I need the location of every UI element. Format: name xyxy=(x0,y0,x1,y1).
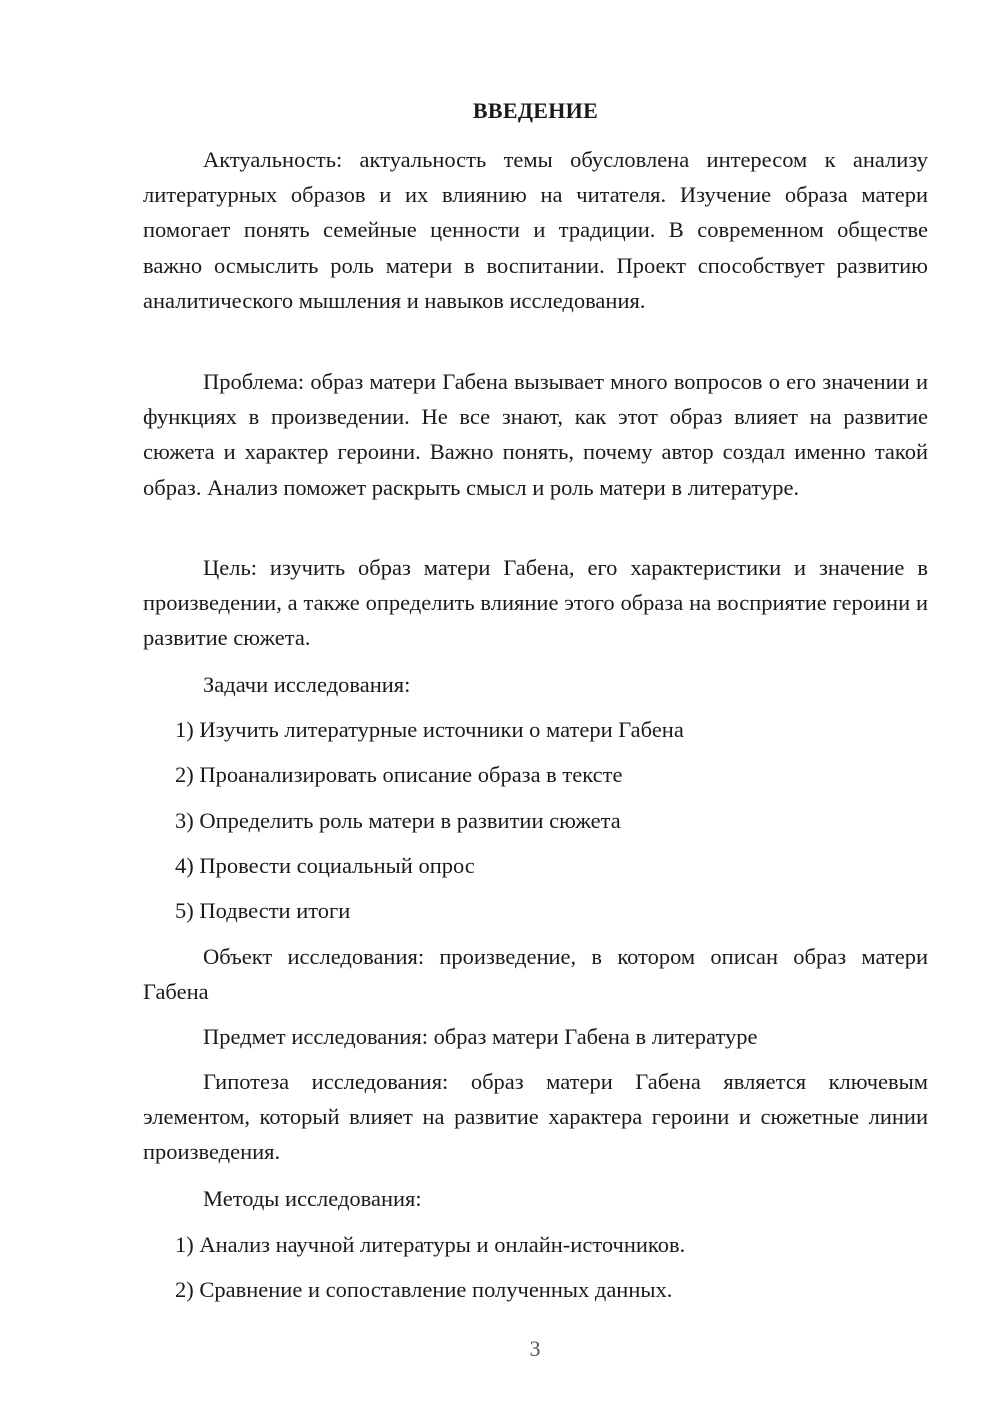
method-item: 1) Анализ научной литературы и онлайн-источников. xyxy=(175,1232,686,1257)
task-item: 4) Провести социальный опрос xyxy=(175,853,475,878)
method-item: 2) Сравнение и сопоставление полученных данных. xyxy=(175,1277,673,1302)
problem-paragraph: Проблема: образ матери Габена вызывает много вопросов о его значении и функциях в произведении. Не все знают, как этот образ влияет на развитие сюжета и характер героини. Важно понять, почему автор создал именно такой образ. Анализ поможет раскрыть смысл и роль матери в литературе. xyxy=(143,369,928,500)
goal-paragraph: Цель: изучить образ матери Габена, его характеристики и значение в произведении, а также определить влияние этого образа на восприятие героини и развитие сюжета. xyxy=(143,555,928,651)
methods-heading: Методы исследования: xyxy=(203,1186,422,1211)
tasks-heading: Задачи исследования: xyxy=(203,672,411,697)
task-item: 3) Определить роль матери в развитии сюжета xyxy=(175,808,621,833)
subject-paragraph: Предмет исследования: образ матери Габена в литературе xyxy=(203,1024,758,1049)
task-item: 2) Проанализировать описание образа в тексте xyxy=(175,762,623,787)
object-paragraph: Объект исследования: произведение, в котором описан образ матери Габена xyxy=(143,944,928,1005)
task-item: 5) Подвести итоги xyxy=(175,898,351,923)
task-item: 1) Изучить литературные источники о матери Габена xyxy=(175,717,684,742)
hypothesis-paragraph: Гипотеза исследования: образ матери Габена является ключевым элементом, который влияет на развитие характера героини и сюжетные линии произведения. xyxy=(143,1069,928,1165)
page-number: 3 xyxy=(529,1336,541,1361)
relevance-paragraph: Актуальность: актуальность темы обусловлена интересом к анализу литературных образов и их влиянию на читателя. Изучение образа матери помогает понять семейные ценности и традиции. В современном обществе важно осмыслить роль матери в воспитании. Проект способствует развитию аналитического мышления и навыков исследования. xyxy=(143,147,928,313)
section-title: ВВЕДЕНИЕ xyxy=(472,98,599,123)
